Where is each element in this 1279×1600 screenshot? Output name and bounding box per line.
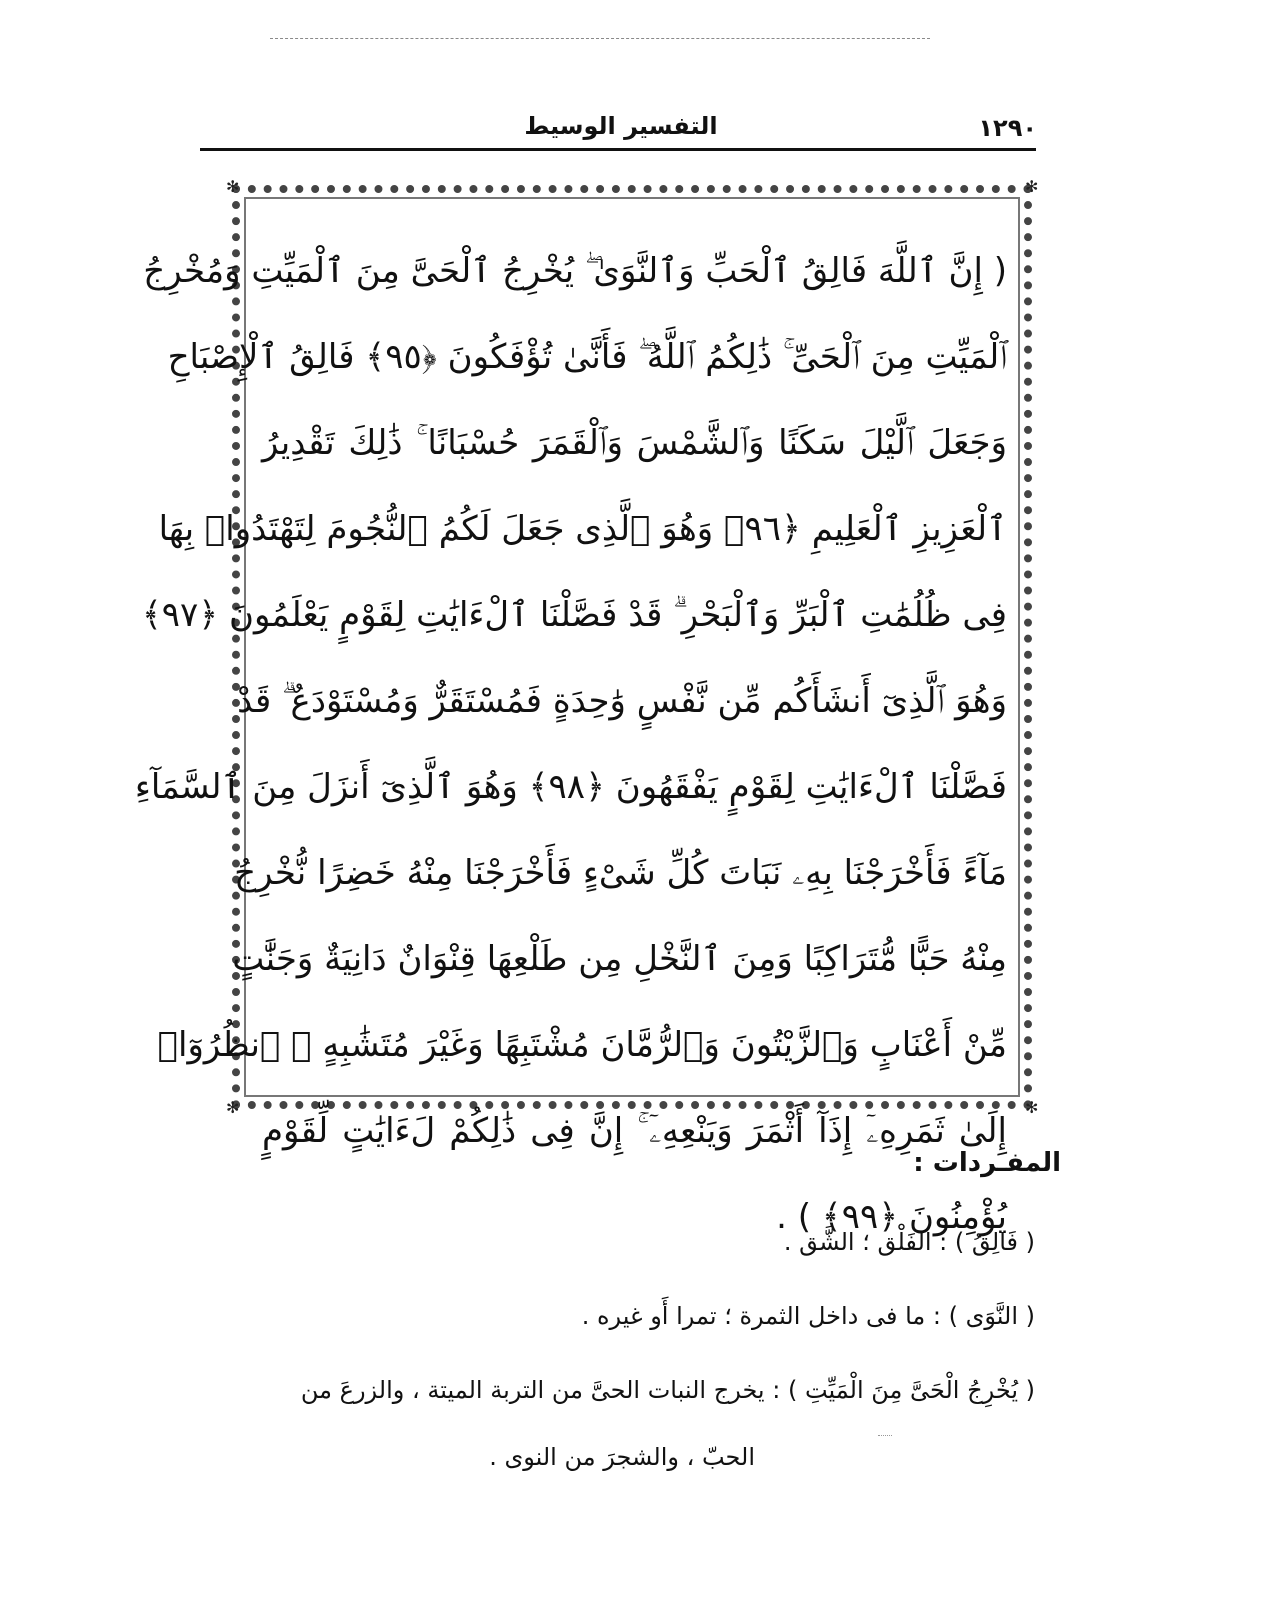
verse-line: وَجَعَلَ ٱلَّيْلَ سَكَنًا وَٱلشَّمْسَ وَٱلْقَمَرَ حُسْبَانًا ۚ ذَٰلِكَ تَقْدِيرُ xyxy=(262,423,1007,463)
vocabulary-heading: المفـردات : xyxy=(913,1148,1061,1178)
verse-line: مَآءً فَأَخْرَجْنَا بِهِۦ نَبَاتَ كُلِّ شَىْءٍ فَأَخْرَجْنَا مِنْهُ خَضِرًا نُّخْرِجُ xyxy=(234,853,1007,893)
vocabulary-entry: ( فَالِقُ ) : الفَلْق ؛ الشَّق . xyxy=(783,1228,1035,1256)
verse-line: إِلَىٰ ثَمَرِهِۦٓ إِذَآ أَثْمَرَ وَيَنْعِهِۦٓ ۚ إِنَّ فِى ذَٰلِكُمْ لَءَايَٰتٍ لِّقَوْمٍ xyxy=(262,1111,1007,1151)
verse-line: يُؤْمِنُونَ ﴿٩٩﴾ ) . xyxy=(776,1197,1007,1237)
header-rule xyxy=(200,148,1036,151)
verse-line: ٱلْمَيِّتِ مِنَ ٱلْحَىِّ ۚ ذَٰلِكُمُ ٱللَّهُ ۖ فَأَنَّىٰ تُؤْفَكُونَ ﴿٩٥﴾ فَالِقُ ٱلْإِصْبَاحِ xyxy=(167,337,1007,377)
frame-corner-top-right: ✻ xyxy=(1025,177,1039,196)
verse-line: فِى ظُلُمَٰتِ ٱلْبَرِّ وَٱلْبَحْرِ ۗ قَدْ فَصَّلْنَا ٱلْءَايَٰتِ لِقَوْمٍ يَعْلَمُونَ ﴿٩٧﴾ xyxy=(141,595,1007,635)
frame-corner-top-left: ✻ xyxy=(226,177,240,196)
vocabulary-entry-continuation: الحبّ ، والشجرَ من النوى . xyxy=(489,1443,755,1471)
verse-line: فَصَّلْنَا ٱلْءَايَٰتِ لِقَوْمٍ يَفْقَهُونَ ﴿٩٨﴾ وَهُوَ ٱلَّذِىٓ أَنزَلَ مِنَ ٱلسَّمَآءِ xyxy=(134,767,1007,807)
frame-corner-bottom-right: ✻ xyxy=(1025,1098,1039,1117)
top-decorative-rule xyxy=(270,38,930,39)
vocabulary-entry: ( يُخْرِجُ الْحَىَّ مِنَ الْمَيِّتِ ) : يخرج النبات الحىَّ من التربة الميتة ، والزرعَ من xyxy=(300,1376,1035,1404)
vocabulary-list xyxy=(225,1205,1035,1487)
frame-corner-bottom-left: ✻ xyxy=(226,1098,240,1117)
verse-line: مِّنْ أَعْنَابٍ وَٱلزَّيْتُونَ وَٱلرُّمَّانَ مُشْتَبِهًا وَغَيْرَ مُتَشَٰبِهٍ ۗ ٱنظُرُوٓا۟ xyxy=(157,1025,1007,1065)
page-number: ١٢٩٠ xyxy=(978,114,1037,142)
running-title: التفسير الوسيط xyxy=(524,112,718,140)
verse-line: مِنْهُ حَبًّا مُّتَرَاكِبًا وَمِنَ ٱلنَّخْلِ مِن طَلْعِهَا قِنْوَانٌ دَانِيَةٌ وَجَنَّٰتٍ xyxy=(232,939,1007,979)
verse-line: ٱلْعَزِيزِ ٱلْعَلِيمِ ﴿٩٦﴾ وَهُوَ ٱلَّذِى جَعَلَ لَكُمُ ٱلنُّجُومَ لِتَهْتَدُوا۟ بِهَا xyxy=(158,509,1007,549)
vocabulary-entry: ( النَّوَى ) : ما فى داخل الثمرة ؛ تمرا أَو غيره . xyxy=(581,1302,1035,1330)
page-header xyxy=(205,110,1037,150)
verse-line: وَهُوَ ٱلَّذِىٓ أَنشَأَكُم مِّن نَّفْسٍ وَٰحِدَةٍ فَمُسْتَقَرٌّ وَمُسْتَوْدَعٌ ۗ قَدْ xyxy=(237,681,1007,721)
verse-line: ( إِنَّ ٱللَّهَ فَالِقُ ٱلْحَبِّ وَٱلنَّوَىٰ ۖ يُخْرِجُ ٱلْحَىَّ مِنَ ٱلْمَيِّتِ وَمُخْرِجُ xyxy=(143,251,1007,291)
stray-print-mark xyxy=(878,1435,892,1436)
